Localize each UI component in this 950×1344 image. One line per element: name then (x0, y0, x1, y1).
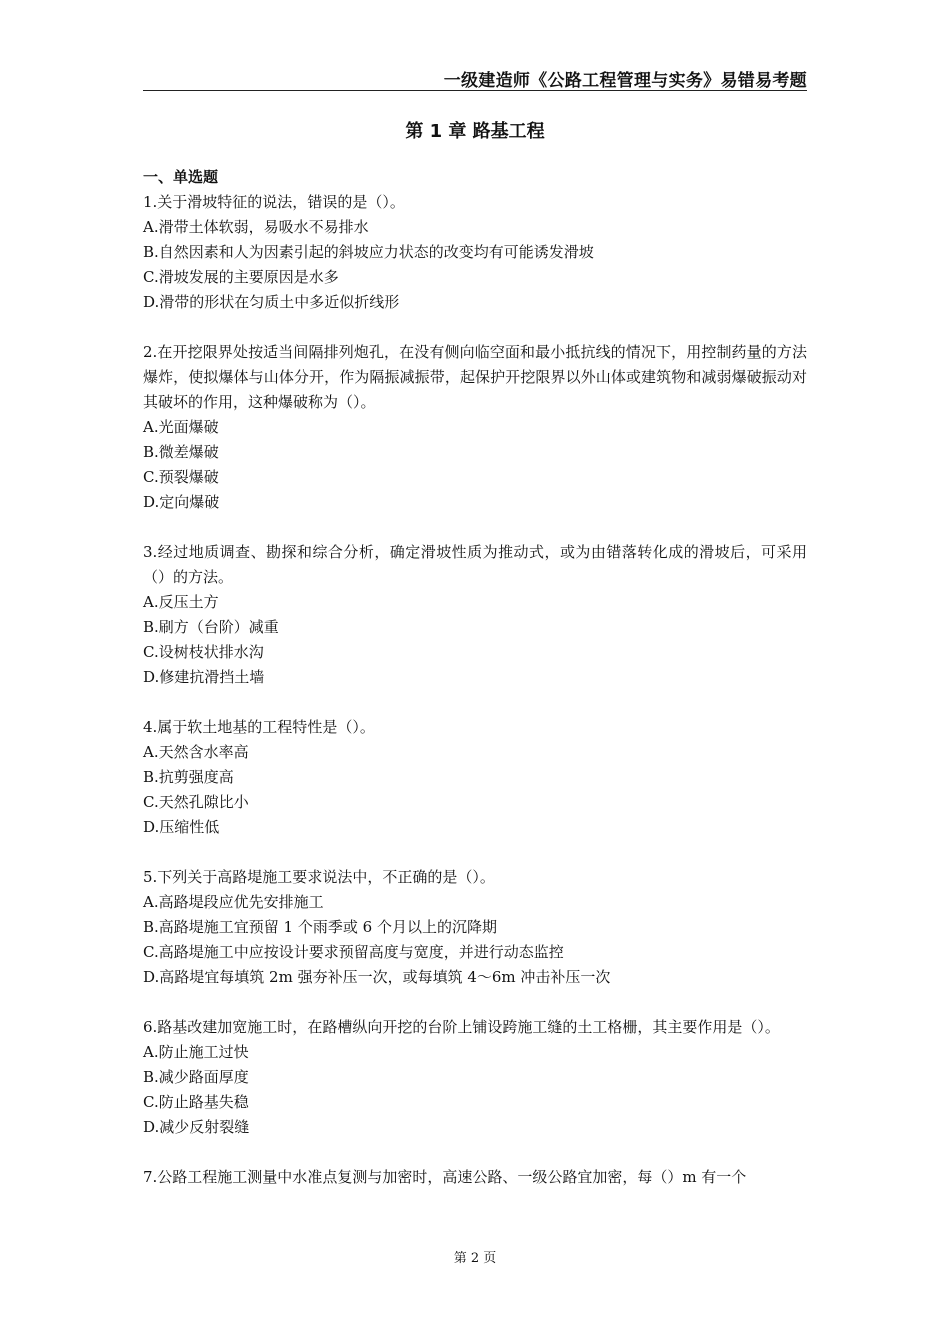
option-c: C.防止路基失稳 (143, 1093, 249, 1111)
option-c: C.高路堤施工中应按设计要求预留高度与宽度，并进行动态监控 (143, 943, 564, 961)
question-3 (143, 540, 807, 690)
option-a: A.滑带土体软弱，易吸水不易排水 (143, 218, 369, 236)
option-c: C.预裂爆破 (143, 468, 219, 486)
option-d: D.减少反射裂缝 (143, 1118, 250, 1136)
question-4 (143, 715, 807, 840)
page-number: 第 2 页 (453, 1251, 497, 1266)
question-stem: 3.经过地质调查、勘探和综合分析，确定滑坡性质为推动式，或为由错落转化成的滑坡后，可采用（）的方法。 (143, 543, 807, 586)
chapter-title: 第 1 章 路基工程 (405, 121, 545, 142)
option-c: C.天然孔隙比小 (143, 793, 249, 811)
option-d: D.修建抗滑挡土墙 (143, 668, 265, 686)
option-d: D.高路堤宜每填筑 2m 强夯补压一次，或每填筑 4～6m 冲击补压一次 (143, 968, 611, 986)
option-b: B.抗剪强度高 (143, 768, 234, 786)
option-d: D.滑带的形状在匀质土中多近似折线形 (143, 293, 400, 311)
question-stem: 5.下列关于高路堤施工要求说法中，不正确的是（）。 (143, 868, 495, 886)
question-2 (143, 340, 807, 515)
option-a: A.天然含水率高 (143, 743, 249, 761)
option-c: C.设树枝状排水沟 (143, 643, 264, 661)
question-1 (143, 190, 807, 315)
question-7 (143, 1165, 807, 1190)
option-a: A.防止施工过快 (143, 1043, 249, 1061)
question-list (143, 165, 807, 1215)
header-divider (143, 90, 807, 91)
question-6 (143, 1015, 807, 1140)
option-b: B.刷方（台阶）减重 (143, 618, 279, 636)
option-c: C.滑坡发展的主要原因是水多 (143, 268, 339, 286)
question-stem: 4.属于软土地基的工程特性是（）。 (143, 718, 375, 736)
option-a: A.光面爆破 (143, 418, 219, 436)
option-a: A.反压土方 (143, 593, 219, 611)
option-b: B.自然因素和人为因素引起的斜坡应力状态的改变均有可能诱发滑坡 (143, 243, 594, 261)
option-b: B.微差爆破 (143, 443, 219, 461)
section-heading: 一、单选题 (143, 168, 219, 186)
option-d: D.定向爆破 (143, 493, 220, 511)
question-stem: 6.路基改建加宽施工时，在路槽纵向开挖的台阶上铺设跨施工缝的土工格栅，其主要作用是（）。 (143, 1018, 780, 1036)
question-stem: 1.关于滑坡特征的说法，错误的是（）。 (143, 193, 405, 211)
option-d: D.压缩性低 (143, 818, 220, 836)
question-stem: 2.在开挖限界处按适当间隔排列炮孔，在没有侧向临空面和最小抵抗线的情况下，用控制药量的方法爆炸，使拟爆体与山体分开，作为隔振减振带，起保护开挖限界以外山体或建筑物和减弱爆破振动对其破坏的作用，这种爆破称为（）。 (143, 343, 807, 411)
question-stem: 7.公路工程施工测量中水准点复测与加密时，高速公路、一级公路宜加密，每（）m 有一个 (143, 1168, 747, 1186)
question-5 (143, 865, 807, 990)
option-b: B.减少路面厚度 (143, 1068, 249, 1086)
option-a: A.高路堤段应优先安排施工 (143, 893, 324, 911)
option-b: B.高路堤施工宜预留 1 个雨季或 6 个月以上的沉降期 (143, 918, 497, 936)
document-header-title: 一级建造师《公路工程管理与实务》易错易考题 (443, 71, 807, 91)
